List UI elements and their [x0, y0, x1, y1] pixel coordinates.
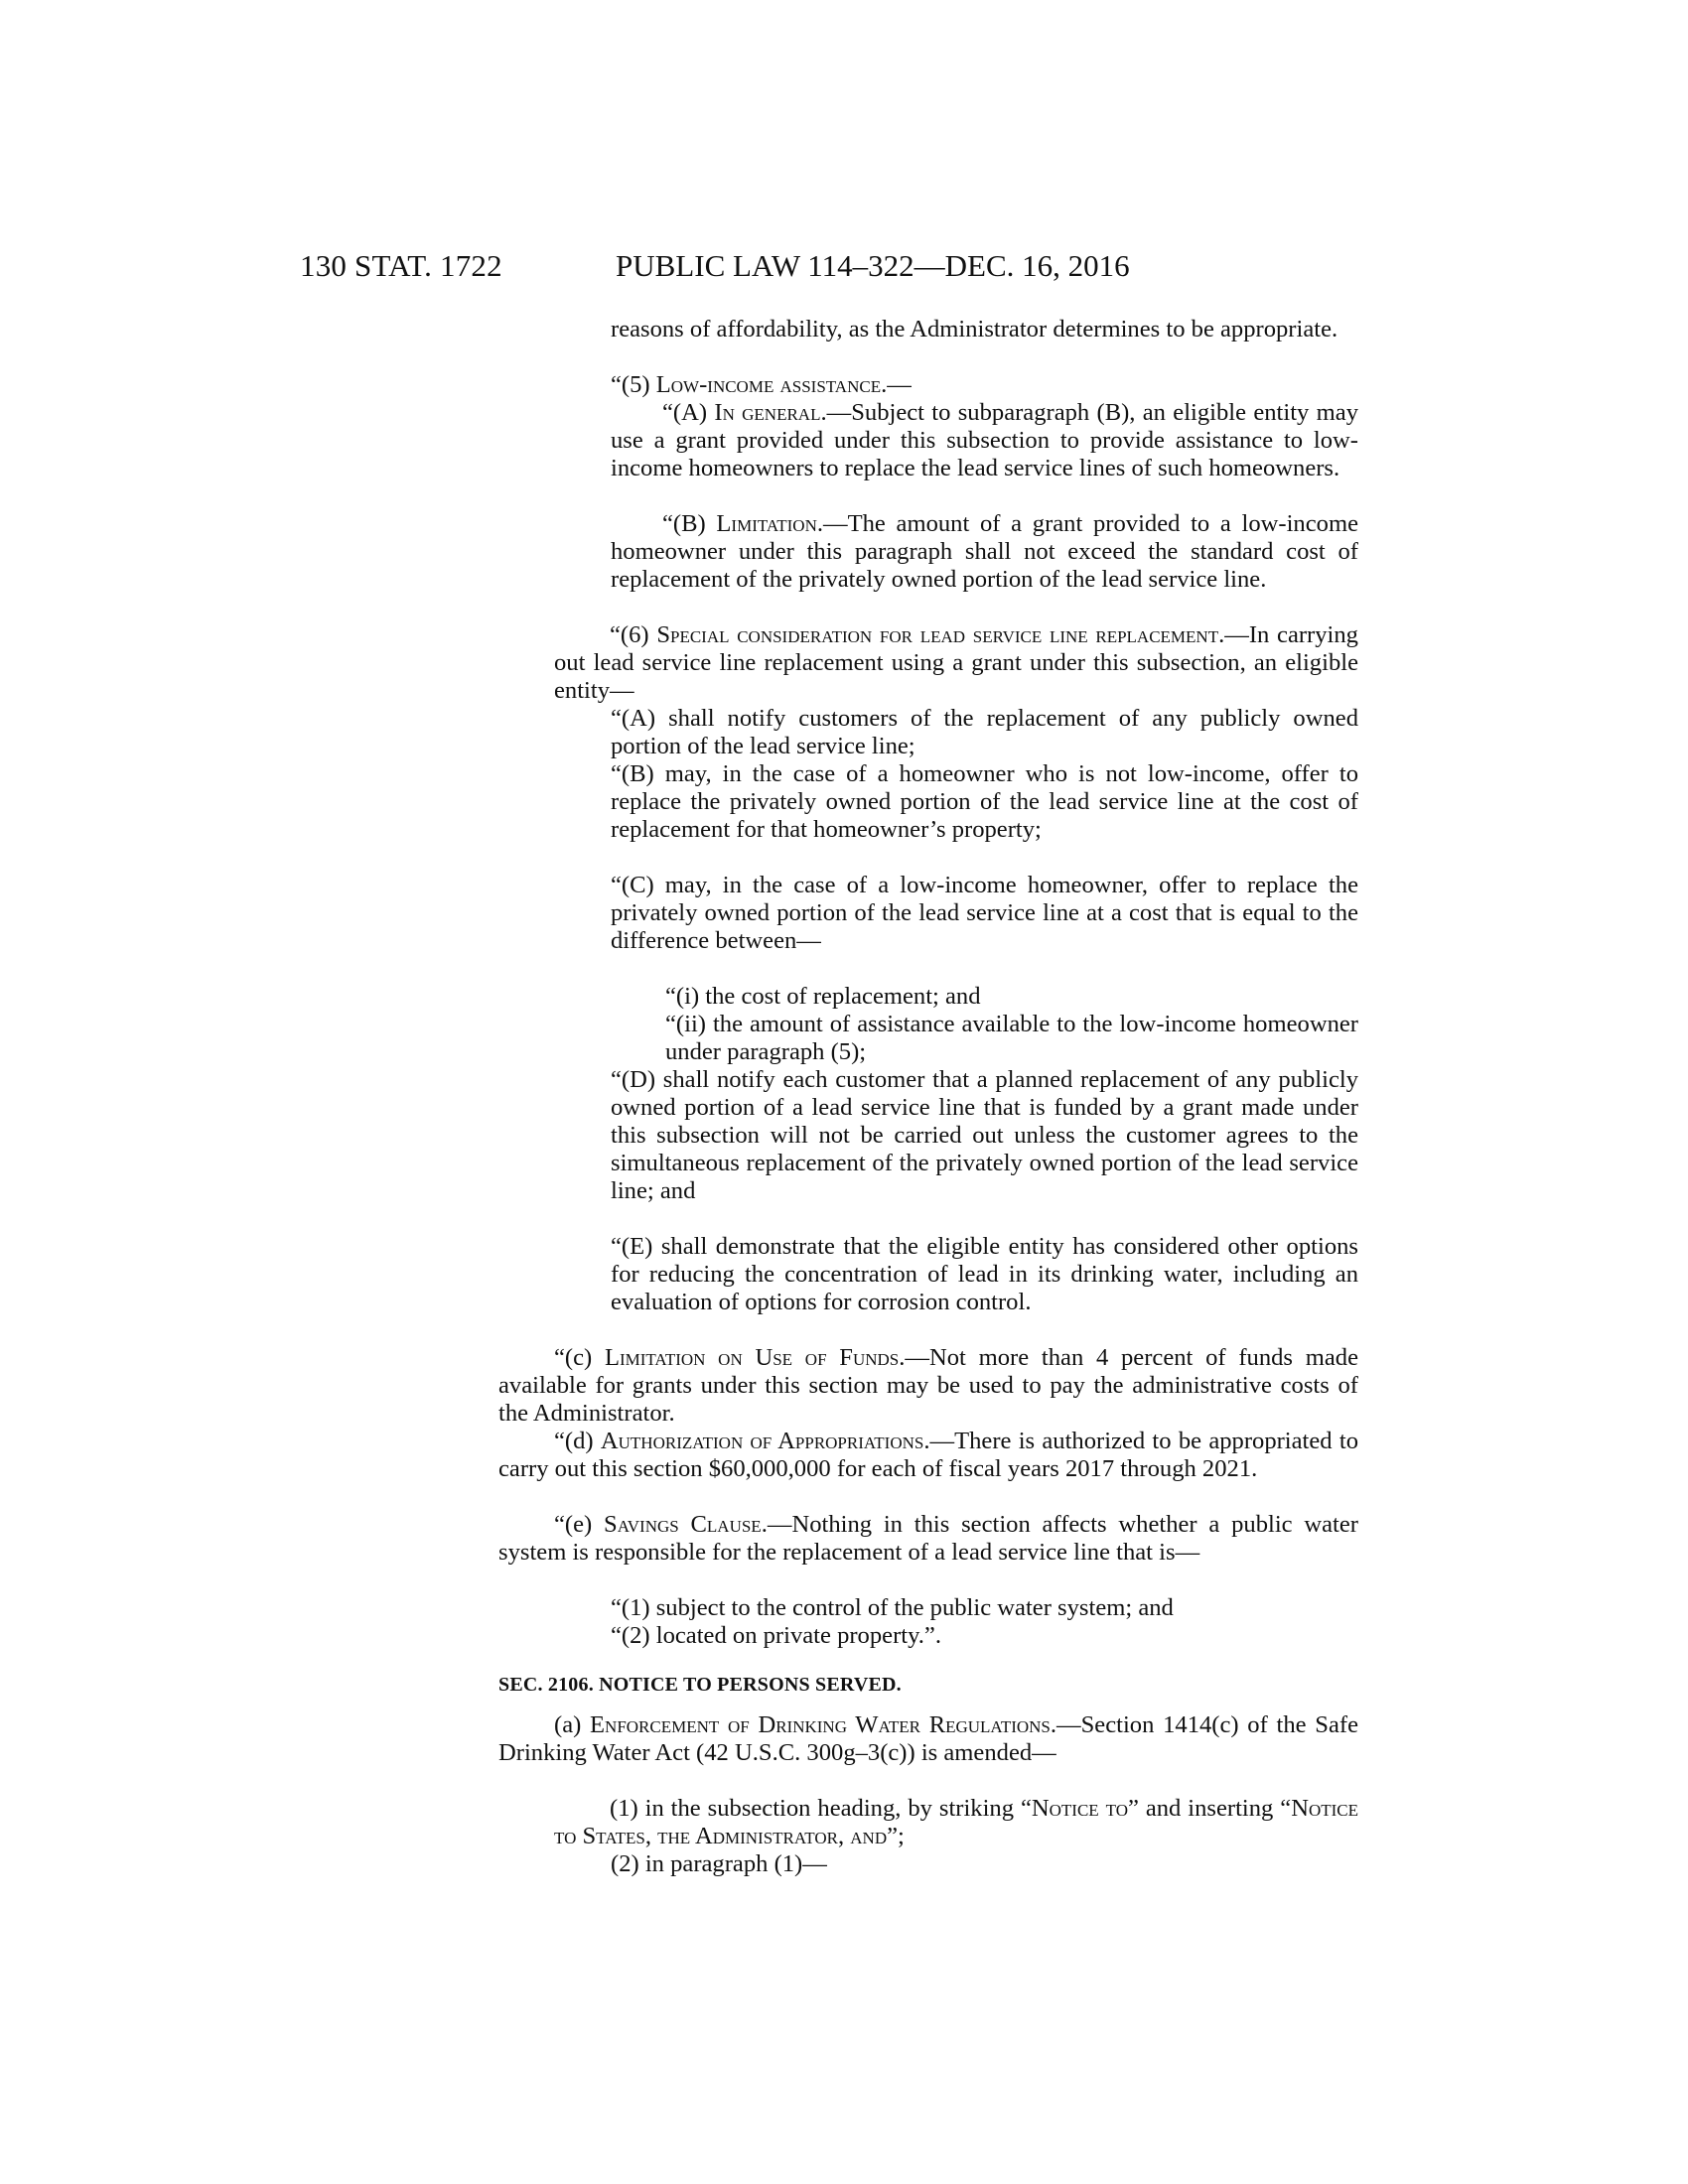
subparagraph-number: “(B) [662, 510, 717, 537]
section-2106-subsection-a [498, 1711, 1358, 1767]
paragraph-number: “(5) [611, 371, 656, 398]
paragraph-text: ” and inserting “ [1127, 1795, 1292, 1822]
paragraph-text: (1) in the subsection heading, by striking “ [610, 1795, 1032, 1822]
subparagraph-text: “(C) may, in the case of a low-income homeowner, offer to replace the privately owned portion of the lead service line at a cost that is equal to the difference between— [611, 872, 1358, 954]
clause-6Cii [665, 1011, 1358, 1066]
subsection-heading: Enforcement of Drinking Water Regulations [590, 1711, 1051, 1738]
paragraph-heading: Special consideration for lead service line replacement [656, 621, 1219, 648]
subparagraph-heading: Limitation [716, 510, 817, 537]
subparagraph-6D [611, 1066, 1358, 1205]
paragraph-e1 [611, 1594, 1358, 1622]
paragraph-text: reasons of affordability, as the Administrator determines to be appropriate. [611, 316, 1338, 342]
subsection-text: .—Not more than 4 percent of funds made available for grants under this section may be used to pay the administrative costs of the Administrator. [498, 1344, 1358, 1427]
subsection-c [498, 1344, 1358, 1428]
subsection-d [498, 1428, 1358, 1483]
subparagraph-text: .—Subject to subparagraph (B), an eligible entity may use a grant provided under this subsection to provide assistance to low-income homeowners to replace the lead service lines of such homeowners. [611, 399, 1359, 481]
paragraph-text: (2) in paragraph (1)— [611, 1850, 827, 1877]
subparagraph-6B [611, 760, 1358, 844]
paragraph-text: “(2) located on private property.”. [611, 1622, 941, 1649]
paragraph-6 [554, 621, 1358, 705]
subsection-heading: Authorization of Appropriations [600, 1428, 924, 1454]
paragraph-e2 [611, 1622, 1358, 1650]
paragraph-heading: Low-income assistance [655, 371, 882, 398]
subsection-number: “(e) [554, 1511, 605, 1538]
subsection-number: (a) [554, 1711, 591, 1738]
paragraph-text: “(1) subject to the control of the public water system; and [611, 1594, 1174, 1621]
clause-text: “(ii) the amount of assistance available to the low-income homeowner under paragraph (5); [665, 1011, 1358, 1065]
subparagraph-text: “(B) may, in the case of a homeowner who is not low-income, offer to replace the privately owned portion of the lead service line at the cost of replacement for that homeowner’s property; [611, 760, 1358, 843]
struck-heading-text: Notice to [1031, 1795, 1128, 1822]
clause-text: “(i) the cost of replacement; and [665, 983, 981, 1010]
subsection-e [498, 1511, 1358, 1567]
subparagraph-text: “(D) shall notify each customer that a planned replacement of any publicly owned portion of a lead service line that is funded by a grant made under this subsection will not be carried out unless the customer agrees to the simultaneous replacement of the privately owned portion of the lead service line; and [611, 1066, 1358, 1204]
paragraph-number: “(6) [610, 621, 657, 648]
subparagraph-6E [611, 1233, 1358, 1316]
subparagraph-text: .—The amount of a grant provided to a low-income homeowner under this paragraph shall not exceed the standard cost of replacement of the privately owned portion of the lead service line. [611, 510, 1358, 593]
section-heading: SEC. 2106. NOTICE TO PERSONS SERVED. [498, 1674, 902, 1696]
subparagraph-heading: In general [714, 399, 821, 426]
subparagraph-5B [611, 510, 1358, 594]
subparagraph-6A [611, 705, 1358, 760]
subparagraph-number: “(A) [662, 399, 715, 426]
paragraph-text: ”; [887, 1823, 905, 1849]
section-2106-paragraph-2 [611, 1850, 1358, 1878]
subsection-heading: Limitation on Use of Funds [604, 1344, 900, 1371]
section-2106-paragraph-1 [554, 1795, 1358, 1850]
law-title: PUBLIC LAW 114–322—DEC. 16, 2016 [616, 248, 1130, 283]
subparagraph-6C [611, 872, 1358, 955]
subparagraph-5A [611, 399, 1358, 482]
subsection-text: .—Section 1414(c) of the Safe Drinking Water Act (42 U.S.C. 300g–3(c)) is amended— [498, 1711, 1358, 1766]
paragraph-4-continuation [611, 316, 1358, 343]
paragraph-text: .—In carrying out lead service line replacement using a grant under this subsection, an eligible entity— [554, 621, 1358, 704]
paragraph-5 [611, 371, 1358, 399]
inserted-heading-text: Notice to States, the Administrator, and [554, 1795, 1358, 1849]
paragraph-dash: .— [881, 371, 912, 398]
subparagraph-text: “(E) shall demonstrate that the eligible entity has considered other options for reducing the concentration of lead in its drinking water, including an evaluation of options for corrosion control. [611, 1233, 1358, 1315]
subsection-text: .—There is authorized to be appropriated to carry out this section $60,000,000 for each of fiscal years 2017 through 2021. [498, 1428, 1359, 1482]
subsection-heading: Savings Clause [604, 1511, 762, 1538]
subparagraph-text: “(A) shall notify customers of the replacement of any publicly owned portion of the lead service line; [611, 705, 1358, 759]
clause-6Ci [665, 983, 1358, 1011]
subsection-text: .—Nothing in this section affects whether a public water system is responsible for the replacement of a lead service line that is— [498, 1511, 1358, 1566]
statute-reference: 130 STAT. 1722 [300, 248, 502, 283]
subsection-number: “(c) [554, 1344, 605, 1371]
subsection-number: “(d) [554, 1428, 601, 1454]
